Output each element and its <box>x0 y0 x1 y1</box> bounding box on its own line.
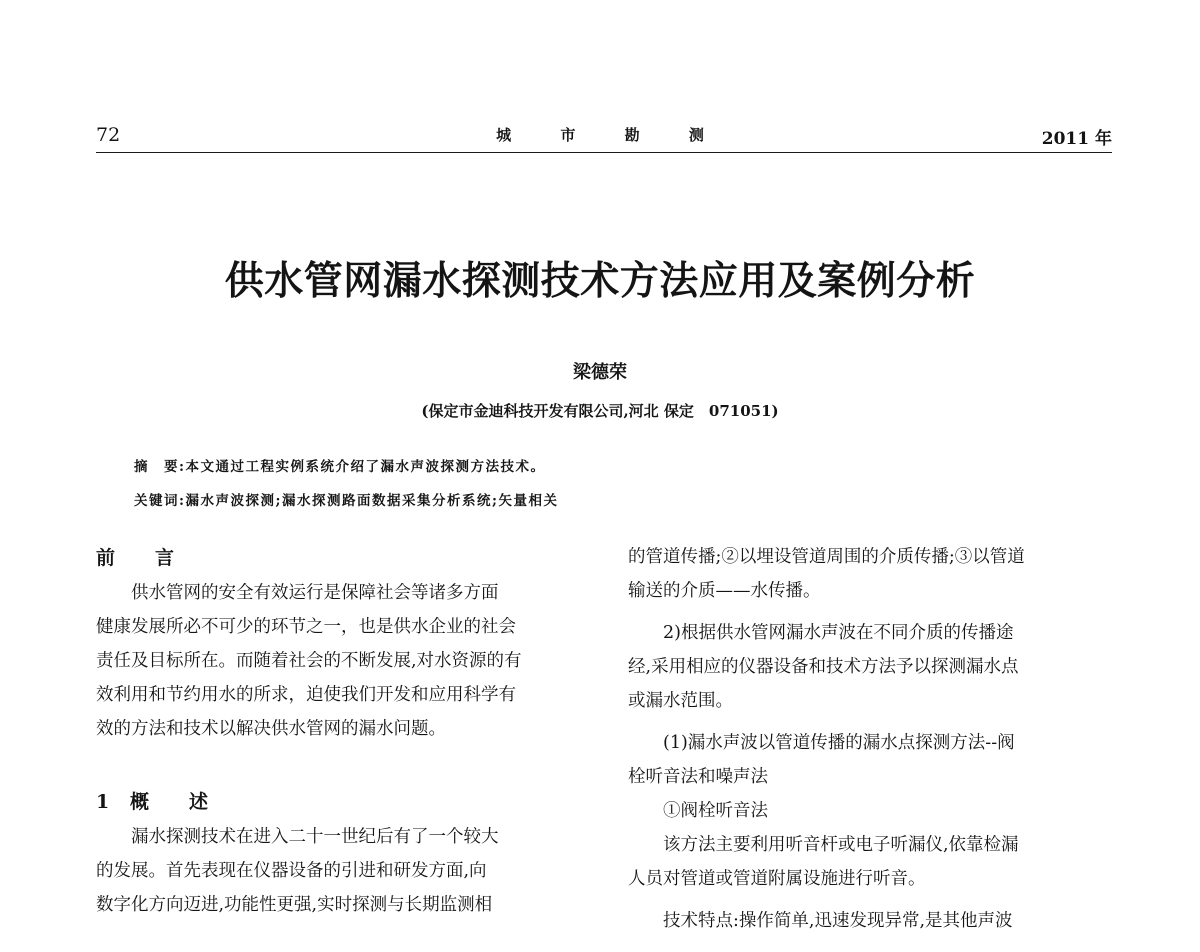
keywords-label: 关键词 <box>134 493 179 509</box>
preface-heading-char-1: 前 <box>96 547 116 569</box>
journal-name: 城 市 勘 测 <box>496 126 726 144</box>
section-1-heading-char-2: 述 <box>189 791 209 813</box>
paragraph-line: 效的方法和技术以解决供水管网的漏水问题。 <box>96 719 446 739</box>
abstract <box>134 455 545 475</box>
publication-year: 2011 年 <box>1041 129 1112 149</box>
paragraph-line: 健康发展所必不可少的环节之一，也是供水企业的社会 <box>96 617 516 637</box>
paragraph-line: 数字化方向迈进,功能性更强,实时探测与长期监测相 <box>96 895 493 915</box>
subsection-heading: ①阀栓听音法 <box>663 801 768 821</box>
paragraph-line: 该方法主要利用听音杆或电子听漏仪,依靠检漏 <box>663 835 1019 855</box>
abstract-label: 摘 要 <box>134 459 179 475</box>
paragraph-line: 供水管网的安全有效运行是保障社会等诸多方面 <box>131 583 499 603</box>
preface-heading <box>96 540 582 576</box>
paragraph-line: 责任及目标所在。而随着社会的不断发展,对水资源的有 <box>96 651 522 671</box>
author-name: 梁德荣 <box>573 362 627 383</box>
left-column <box>96 540 582 922</box>
paragraph-line: 的发展。首先表现在仪器设备的引进和研发方面,向 <box>96 861 487 881</box>
section-1-heading <box>96 784 582 820</box>
abstract-text: 本文通过工程实例系统介绍了漏水声波探测方法技术。 <box>185 459 546 475</box>
header-rule <box>96 152 1112 153</box>
section-1-heading-char-1: 概 <box>130 791 150 813</box>
abstract-colon: : <box>179 459 186 475</box>
section-1-number: 1 <box>96 791 110 813</box>
preface-heading-char-2: 言 <box>155 547 175 569</box>
paragraph-line: 栓听音法和噪声法 <box>628 767 768 787</box>
paragraph-line: 2)根据供水管网漏水声波在不同介质的传播途 <box>663 623 1014 643</box>
keywords-colon: : <box>179 493 186 509</box>
article-title: 供水管网漏水探测技术方法应用及案例分析 <box>224 258 976 304</box>
paragraph-line: 的管道传播;②以埋设管道周围的介质传播;③以管道 <box>628 547 1025 567</box>
paragraph-line: 人员对管道或管道附属设施进行听音。 <box>628 869 926 889</box>
paragraph-line: 漏水探测技术在进入二十一世纪后有了一个较大 <box>131 827 499 847</box>
keywords-text: 漏水声波探测;漏水探测路面数据采集分析系统;矢量相关 <box>185 493 559 509</box>
right-column <box>628 540 1116 938</box>
page-number: 72 <box>96 124 121 146</box>
paragraph-line: 输送的介质——水传播。 <box>628 581 821 601</box>
paragraph-line: 技术特点:操作简单,迅速发现异常,是其他声波 <box>663 911 1013 931</box>
paragraph-line: 或漏水范围。 <box>628 691 733 711</box>
paragraph-line: (1)漏水声波以管道传播的漏水点探测方法--阀 <box>663 733 1015 753</box>
author-affiliation: (保定市金迪科技开发有限公司,河北 保定 071051) <box>421 402 779 420</box>
paragraph-line: 经,采用相应的仪器设备和技术方法予以探测漏水点 <box>628 657 1019 677</box>
keywords <box>134 489 558 509</box>
paragraph-line: 效利用和节约用水的所求，迫使我们开发和应用科学有 <box>96 685 516 705</box>
